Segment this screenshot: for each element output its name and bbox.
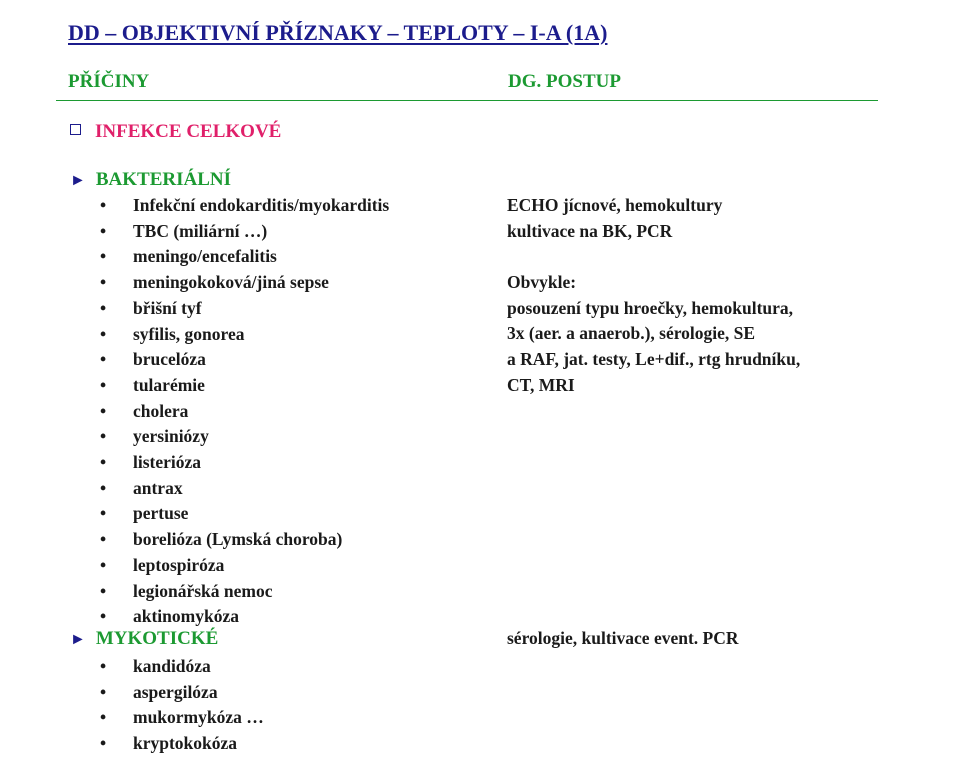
list-item-text: aktinomykóza — [133, 606, 239, 627]
list-item-text: listerióza — [133, 452, 202, 473]
list-item — [100, 244, 389, 270]
bacterial-dg-top — [507, 193, 722, 244]
list-item — [100, 347, 389, 373]
dg-line: sérologie, kultivace event. PCR — [507, 628, 739, 648]
bullet-icon: • — [100, 246, 107, 267]
section-bacterial — [70, 169, 231, 191]
bullet-icon: • — [100, 477, 107, 498]
list-item — [100, 373, 389, 399]
bullet-icon: • — [100, 220, 107, 241]
list-item-text: antrax — [133, 477, 183, 498]
column-heading-diagnostics: DG. POSTUP — [508, 71, 621, 92]
list-item-text: borelióza (Lymská choroba) — [133, 529, 343, 550]
list-item — [100, 731, 264, 757]
bullet-icon: • — [100, 374, 107, 395]
dg-line: kultivace na BK, PCR — [507, 220, 673, 241]
list-item — [100, 219, 389, 245]
category-heading-label: INFEKCE CELKOVÉ — [95, 121, 282, 142]
list-item — [100, 450, 389, 476]
triangle-arrow-icon: ► — [70, 631, 86, 648]
bullet-icon: • — [100, 452, 107, 473]
bullet-icon: • — [100, 349, 107, 370]
bacterial-list — [100, 193, 389, 630]
list-item-text: brucelóza — [133, 349, 206, 370]
list-item-text: břišní tyf — [133, 297, 202, 318]
checkbox-square-icon — [70, 124, 81, 135]
bacterial-dg-bottom — [507, 270, 800, 399]
bullet-icon: • — [100, 656, 107, 676]
list-item — [100, 527, 389, 553]
bullet-icon: • — [100, 195, 107, 215]
bullet-icon: • — [100, 426, 107, 447]
bullet-icon: • — [100, 323, 107, 344]
list-item — [100, 705, 264, 731]
list-item — [100, 399, 389, 425]
dg-line: CT, MRI — [507, 374, 575, 395]
column-heading-causes: PŘÍČINY — [68, 71, 150, 92]
list-item — [100, 680, 264, 706]
mycotic-list — [100, 654, 264, 757]
list-item-text: Infekční endokarditis/myokarditis — [133, 195, 390, 215]
list-item — [100, 270, 389, 296]
list-item — [100, 579, 389, 605]
list-item — [100, 501, 389, 527]
list-item-text: tularémie — [133, 374, 205, 395]
list-item-text: aspergilóza — [133, 681, 218, 702]
bullet-icon: • — [100, 606, 107, 627]
list-item — [100, 553, 389, 579]
category-heading — [70, 121, 281, 143]
list-item-text: meningo/encefalitis — [133, 246, 277, 267]
list-item-text: meningokoková/jiná sepse — [133, 272, 329, 293]
mycotic-dg — [507, 626, 739, 652]
divider-line — [56, 100, 878, 101]
list-item — [100, 296, 389, 322]
list-item — [100, 654, 264, 680]
section-bacterial-label: BAKTERIÁLNÍ — [95, 169, 231, 190]
list-item-text: mukormykóza … — [133, 707, 264, 728]
bullet-icon: • — [100, 503, 107, 524]
dg-line: Obvykle: — [507, 272, 577, 292]
bullet-icon: • — [100, 297, 107, 318]
list-item-text: legionářská nemoc — [133, 580, 273, 601]
triangle-arrow-icon: ► — [70, 172, 86, 189]
list-item — [100, 476, 389, 502]
dg-line: ECHO jícnové, hemokultury — [507, 195, 723, 215]
list-item-text: kandidóza — [133, 656, 211, 676]
list-item-text: TBC (miliární …) — [133, 220, 268, 241]
bullet-icon: • — [100, 400, 107, 421]
dg-line: 3x (aer. a anaerob.), sérologie, SE — [507, 323, 756, 344]
bullet-icon: • — [100, 707, 107, 728]
list-item — [100, 193, 389, 219]
list-item-text: yersiniózy — [133, 426, 209, 447]
list-item-text: cholera — [133, 400, 189, 421]
bullet-icon: • — [100, 733, 107, 754]
list-item — [100, 604, 389, 630]
dg-line: posouzení typu hroečky, hemokultura, — [507, 297, 794, 318]
list-item-text: syfilis, gonorea — [133, 323, 245, 344]
bullet-icon: • — [100, 554, 107, 575]
bullet-icon: • — [100, 681, 107, 702]
section-mycotic-label: MYKOTICKÉ — [95, 628, 219, 649]
section-mycotic — [70, 628, 218, 650]
page-title: DD – OBJEKTIVNÍ PŘÍZNAKY – TEPLOTY – I-A (1A) — [68, 20, 608, 45]
bullet-icon: • — [100, 272, 107, 293]
list-item-text: leptospiróza — [133, 554, 225, 575]
list-item-text: pertuse — [133, 503, 189, 524]
dg-line: a RAF, jat. testy, Le+dif., rtg hrudníku, — [507, 349, 801, 370]
list-item — [100, 322, 389, 348]
bullet-icon: • — [100, 529, 107, 550]
bullet-icon: • — [100, 580, 107, 601]
list-item — [100, 424, 389, 450]
list-item-text: kryptokokóza — [133, 733, 238, 754]
